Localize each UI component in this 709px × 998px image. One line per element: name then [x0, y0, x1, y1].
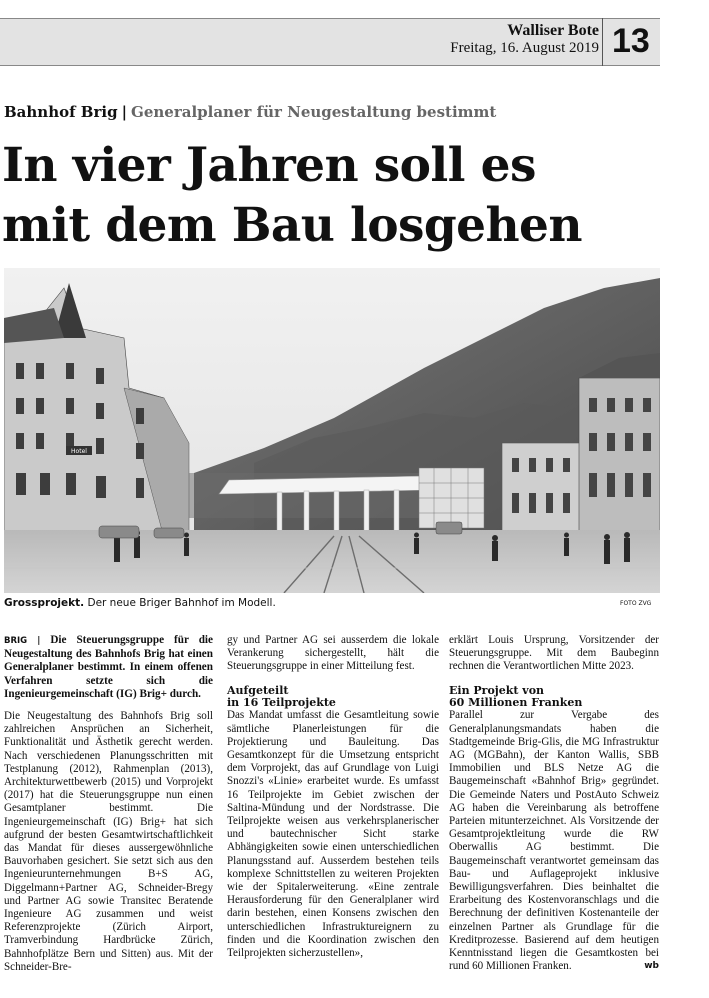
subheading-1-line-2: in 16 Teilprojekte	[227, 696, 336, 710]
kicker	[4, 103, 496, 121]
newspaper-name: Walliser Bote	[507, 22, 599, 39]
lead-text: Die Steuerungsgruppe für die Neugestaltung des Bahnhofs Brig hat einen Generalplaner bestimmt. In einem offenen Verfahren setzte sich die Ingenieurgemeinschaft (IG) Brig+ durch.	[4, 634, 214, 700]
subheading-2	[449, 685, 659, 710]
photo-credit: FOTO ZVG	[620, 600, 652, 607]
subheading-1	[227, 685, 439, 710]
column-3	[449, 634, 659, 973]
caption-text: Der neue Briger Bahnhof im Modell.	[87, 597, 276, 609]
body-paragraph-2: gy und Partner AG sei ausserdem die lokale Verankerung sichergestellt, hält die Steuerungsgruppe in einer Mitteilung fest.	[227, 634, 439, 673]
author-initials: wb	[644, 961, 659, 972]
headline-line-1: In vier Jahren soll es	[2, 138, 536, 193]
body-paragraph-5	[449, 709, 659, 973]
lead-paragraph	[4, 634, 213, 701]
body-paragraph-4: erklärt Louis Ursprung, Vorsitzender der Steuerungsgruppe. Mit dem Baubeginn rechnen die Verantwortlichen Mitte 2023.	[449, 634, 659, 673]
subheading-2-line-1: Ein Projekt von	[449, 683, 545, 697]
kicker-separator: |	[121, 103, 128, 121]
header-divider	[602, 18, 603, 66]
page-number: 13	[612, 22, 650, 60]
body-paragraph-5-text: Parallel zur Vergabe des Generalplanungsmandats haben die Stadtgemeinde Brig-Glis, die MG Infrastruktur AG (MGBahn), der Kanton Wallis, SBB Immobilien und BLS Netze AG die Baugemeinschaft «Bahnhof Brig» gegründet. Die Gemeinde Naters und PostAuto Schweiz AG haben die Vereinbarung als betroffene Parteien mitunterzeichnet. Als Vorsitzende der Gesamtprojektleitung wurde die RW Oberwallis AG bestimmt. Die Baugemeinschaft verantwortet gemeinsam das Bau- und Auflageprojekt inklusive Bewilligungsverfahren. Dies beinhaltet die Erarbeitung des Kostenvoranschlags und die Berechnung der definitiven Kostenanteile der einzelnen Partner als Grundlage für die Kreditprozesse. Basierend auf dem heutigen Kenntnisstand liegen die Gesamtkosten bei rund 60 Millionen Franken.	[449, 709, 659, 973]
subheading-1-line-1: Aufgeteilt	[227, 683, 289, 697]
lead-location: BRIG |	[4, 636, 41, 646]
platform-ground	[4, 530, 660, 593]
kicker-topic: Bahnhof Brig	[4, 103, 118, 121]
headline	[2, 136, 702, 256]
station-model-photo	[4, 268, 660, 593]
subheading-2-line-2: 60 Millionen Franken	[449, 696, 583, 710]
column-2	[227, 634, 439, 960]
column-1	[4, 634, 213, 974]
station-building-grid	[419, 468, 484, 528]
photo-caption	[4, 597, 276, 609]
caption-bold: Grossprojekt.	[4, 597, 85, 609]
issue-date: Freitag, 16. August 2019	[450, 40, 599, 56]
headline-line-2: mit dem Bau losgehen	[2, 198, 582, 253]
body-paragraph-3: Das Mandat umfasst die Gesamtleitung sowie sämtliche Planerleistungen für die Projektierung und Bauleitung. Das Gesamtkonzept für die Umsetzung entspricht dem Vorprojekt, das auf Grundlage von Luigi Snozzi's «Linie» erarbeitet wurde. Es umfasst 16 Teilprojekte im Gebiet zwischen der Saltina-Mündung und der Nordstrasse. Die Teilprojekte weisen aus verkehrsplanerischer und bautechnischer Sicht starke Abhängigkeiten sowie einen unterschiedlichen Planungsstand auf. Ausserdem bestehen teils komplexe Schnittstellen zu weiteren Projekten wie der Spitalerweiterung. «Eine zentrale Herausforderung für den Generalplaner wird darin bestehen, einen Konsens zwischen den unterschiedlichen Infrastruktureignern zu finden und die Koordination zwischen den Teilprojekten sicherzustellen»,	[227, 709, 439, 960]
kicker-subtitle: Generalplaner für Neugestaltung bestimmt	[131, 103, 497, 121]
hotel-sign: Hotel	[71, 448, 87, 455]
body-paragraph-1: Die Neugestaltung des Bahnhofs Brig soll zahlreichen Ansprüchen an Sicherheit, Funktionalität und Ästhetik gerecht werden. Nach verschiedenen Planungsschritten mit Testplanung (2012), Rahmenplan (2013), Architekturwettbewerb (2015) und Vorprojekt (2017) hat die Steuerungsgruppe nun einen Gesamtplaner bestimmt. Die Ingenieurgemeinschaft (IG) Brig+ hat sich aufgrund der besten Gesamtwirtschaftlichkeit das Mandat für dieses aussergewöhnliche Bauvorhaben gesichert. Sie setzt sich aus den Ingenieurunternehmungen B+S AG, Diggelmann+Partner AG, Schneider-Bregy und Partner AG sowie Transitec Beratende Ingenieure AG zusammen und weist Referenzprojekte (Zürich Airport, Tramverbindung Hardbrücke Zürich, Bahnhofplätze Bern und Sitten) aus. Mit der Schneider-Bre-	[4, 710, 213, 973]
